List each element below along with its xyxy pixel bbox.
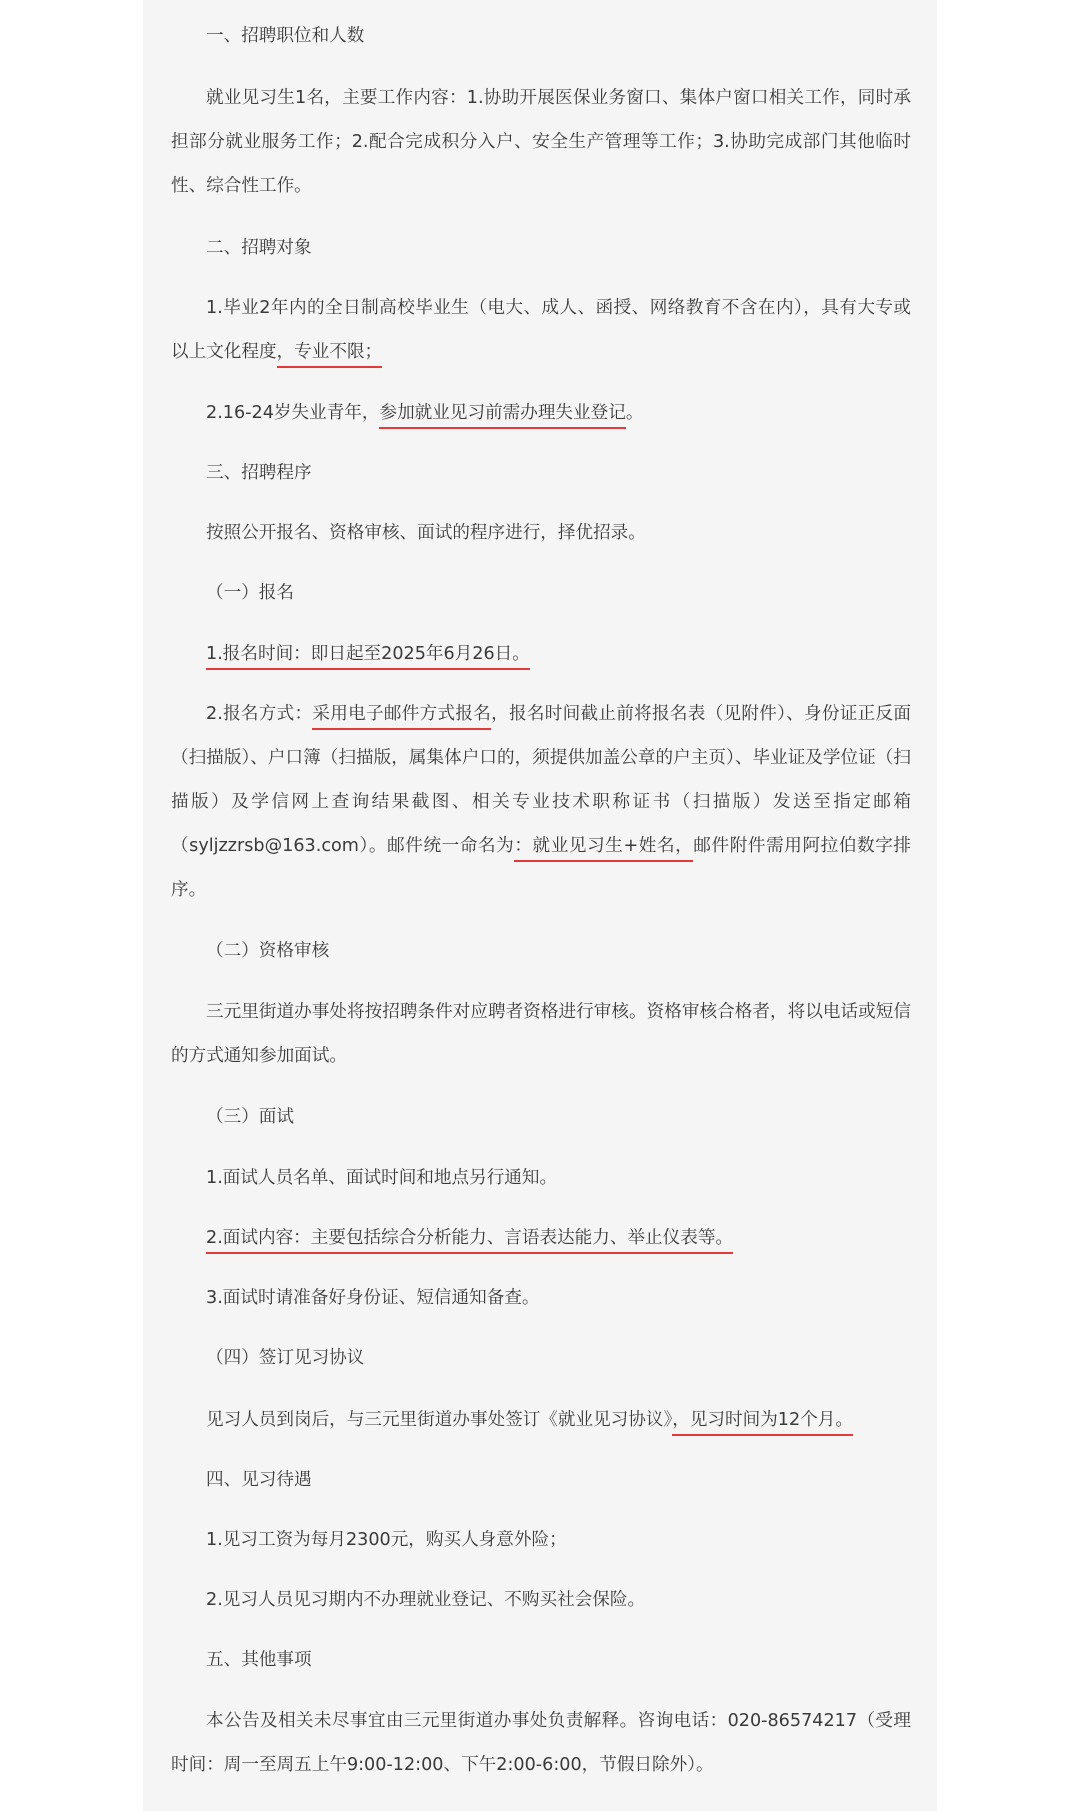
document-page (143, 0, 937, 1811)
section-heading-targets: 二、招聘对象 (206, 238, 312, 258)
subheading-interview: （三）面试 (206, 1107, 294, 1127)
highlight-underline: 采用电子邮件方式报名 (312, 704, 491, 730)
treatment-item-2: 2.见习人员见习期内不办理就业登记、不购买社会保险。 (206, 1590, 646, 1610)
agreement-body (171, 1398, 911, 1442)
procedure-intro: 按照公开报名、资格审核、面试的程序进行，择优招录。 (206, 523, 646, 543)
registration-time (171, 632, 911, 676)
section-heading-positions: 一、招聘职位和人数 (206, 26, 365, 46)
highlight-underline: 2.面试内容：主要包括综合分析能力、言语表达能力、举止仪表等。 (206, 1228, 733, 1254)
registration-method (171, 692, 911, 912)
agreement-body-text: 见习人员到岗后，与三元里街道办事处签订《就业见习协议》 (206, 1410, 673, 1430)
subheading-qualification: （二）资格审核 (206, 941, 330, 961)
section-heading-treatment: 四、见习待遇 (206, 1470, 312, 1490)
highlight-underline: 1.报名时间：即日起至2025年6月26日。 (206, 644, 530, 670)
interview-item-2 (171, 1216, 911, 1260)
targets-item-1 (171, 286, 911, 374)
section-heading-other: 五、其他事项 (206, 1650, 312, 1670)
targets-item-2-end: 。 (625, 403, 644, 423)
interview-item-3: 3.面试时请准备好身份证、短信通知备查。 (206, 1288, 540, 1308)
interview-item-1: 1.面试人员名单、面试时间和地点另行通知。 (206, 1168, 558, 1188)
treatment-item-1: 1.见习工资为每月2300元，购买人身意外险； (206, 1530, 567, 1550)
targets-item-1-text: 1.毕业2年内的全日制高校毕业生（电大、成人、函授、网络教育不含在内），具有大专或以上文化程度 (171, 298, 911, 362)
other-body: 本公告及相关未尽事宜由三元里街道办事处负责解释。咨询电话：020-86574217（受理时间：周一至周五上午9:00-12:00、下午2:00-6:00，节假日除外）。 (171, 1711, 911, 1775)
registration-method-end: 邮件附件需用阿拉伯数字排序。 (171, 836, 911, 900)
highlight-underline: 参加就业见习前需办理失业登记 (379, 403, 625, 429)
targets-item-2-text: 2.16-24岁失业青年， (206, 403, 380, 423)
subheading-registration: （一）报名 (206, 583, 294, 603)
section-heading-procedure: 三、招聘程序 (206, 463, 312, 483)
highlight-underline: ，见习时间为12个月。 (672, 1410, 853, 1436)
qualification-body: 三元里街道办事处将按招聘条件对应聘者资格进行审核。资格审核合格者，将以电话或短信的方式通知参加面试。 (171, 1002, 911, 1066)
highlight-underline: ，专业不限； (277, 342, 383, 368)
subheading-agreement: （四）签订见习协议 (206, 1348, 365, 1368)
registration-method-text: ，报名时间截止前将报名表（见附件）、身份证正反面（扫描版）、户口簿（扫描版，属集体户口的，须提供加盖公章的户主页）、毕业证及学位证（扫描版）及学信网上查询结果截图、相关专业技术职称证书（扫描版）发送至指定邮箱（syljzzrsb@163.com）。邮件统一命名为 (171, 704, 911, 856)
targets-item-2 (171, 391, 911, 435)
positions-body: 就业见习生1名，主要工作内容：1.协助开展医保业务窗口、集体户窗口相关工作，同时承担部分就业服务工作；2.配合完成积分入户、安全生产管理等工作；3.协助完成部门其他临时性、综合性工作。 (171, 88, 911, 196)
registration-method-label: 2.报名方式： (206, 704, 313, 724)
highlight-underline: ：就业见习生+姓名， (514, 836, 693, 862)
